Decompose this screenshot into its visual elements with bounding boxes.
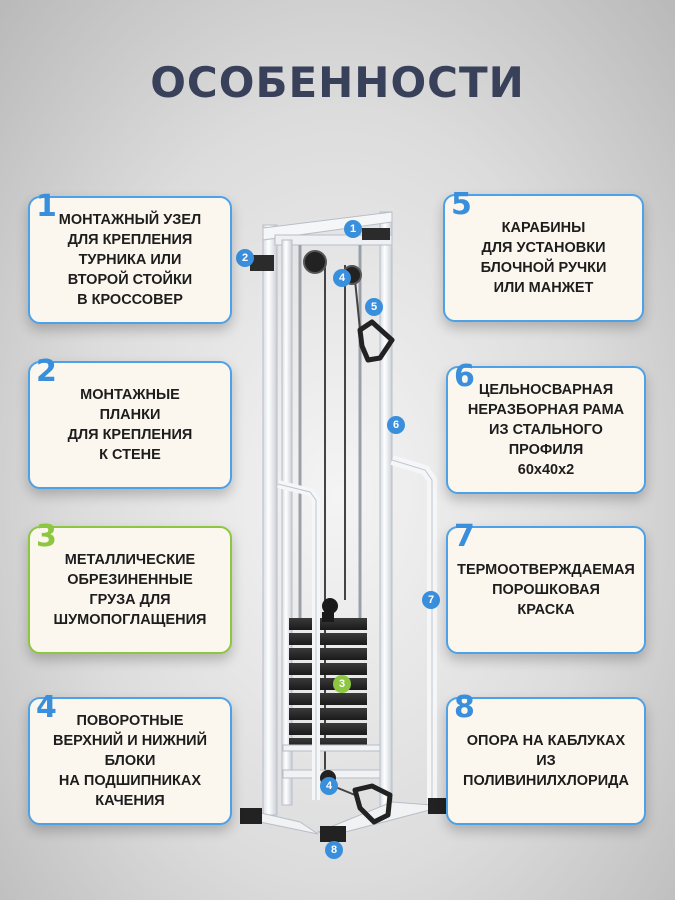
feature-text-4: ПОВОРОТНЫЕ ВЕРХНИЙ И НИЖНИЙ БЛОКИ НА ПОДШИПНИКАХ КАЧЕНИЯ xyxy=(52,713,208,809)
marker-1: 1 xyxy=(344,220,362,238)
marker-8: 8 xyxy=(325,841,343,859)
feature-text-5: КАРАБИНЫ ДЛЯ УСТАНОВКИ БЛОЧНОЙ РУЧКИ ИЛИ МАНЖЕТ xyxy=(480,220,607,296)
page-title: ОСОБЕННОСТИ xyxy=(150,58,525,107)
marker-4-bottom: 4 xyxy=(320,777,338,795)
marker-6: 6 xyxy=(387,416,405,434)
marker-2: 2 xyxy=(236,249,254,267)
feature-text-3: МЕТАЛЛИЧЕСКИЕ ОБРЕЗИНЕННЫЕ ГРУЗА ДЛЯ ШУМОПОГЛАЩЕНИЯ xyxy=(53,552,207,628)
feature-card-7 xyxy=(446,519,646,654)
marker-4-top: 4 xyxy=(333,269,351,287)
feature-text-2: МОНТАЖНЫЕ ПЛАНКИ ДЛЯ КРЕПЛЕНИЯ К СТЕНЕ xyxy=(67,387,193,463)
feature-number-1: 1 xyxy=(36,189,57,224)
feature-number-3: 3 xyxy=(36,519,57,554)
feature-card-6 xyxy=(446,359,646,494)
feature-card-1 xyxy=(28,189,232,324)
marker-3: 3 xyxy=(333,675,351,693)
feature-card-8 xyxy=(446,690,646,825)
feature-card-5 xyxy=(443,187,644,322)
feature-card-2 xyxy=(28,354,232,489)
feature-number-2: 2 xyxy=(36,354,57,389)
marker-7: 7 xyxy=(422,591,440,609)
marker-5: 5 xyxy=(365,298,383,316)
feature-card-4 xyxy=(28,690,232,825)
weight-stack xyxy=(289,598,367,748)
feature-text-8: ОПОРА НА КАБЛУКАХ ИЗ ПОЛИВИНИЛХЛОРИДА xyxy=(463,733,629,789)
feature-number-5: 5 xyxy=(451,187,472,222)
feature-text-6: ЦЕЛЬНОСВАРНАЯ НЕРАЗБОРНАЯ РАМА ИЗ СТАЛЬНОГО ПРОФИЛЯ 60х40х2 xyxy=(467,382,625,478)
feature-number-6: 6 xyxy=(454,359,475,394)
feature-card-3 xyxy=(28,519,232,654)
feature-number-8: 8 xyxy=(454,690,475,725)
feature-number-4: 4 xyxy=(36,690,57,725)
feature-number-7: 7 xyxy=(454,519,475,554)
feature-text-7: ТЕРМООТВЕРЖДАЕМАЯ ПОРОШКОВАЯ КРАСКА xyxy=(457,562,635,618)
feature-text-1: МОНТАЖНЫЙ УЗЕЛ ДЛЯ КРЕПЛЕНИЯ ТУРНИКА ИЛИ ВТОРОЙ СТОЙКИ В КРОССОВЕР xyxy=(58,212,202,308)
